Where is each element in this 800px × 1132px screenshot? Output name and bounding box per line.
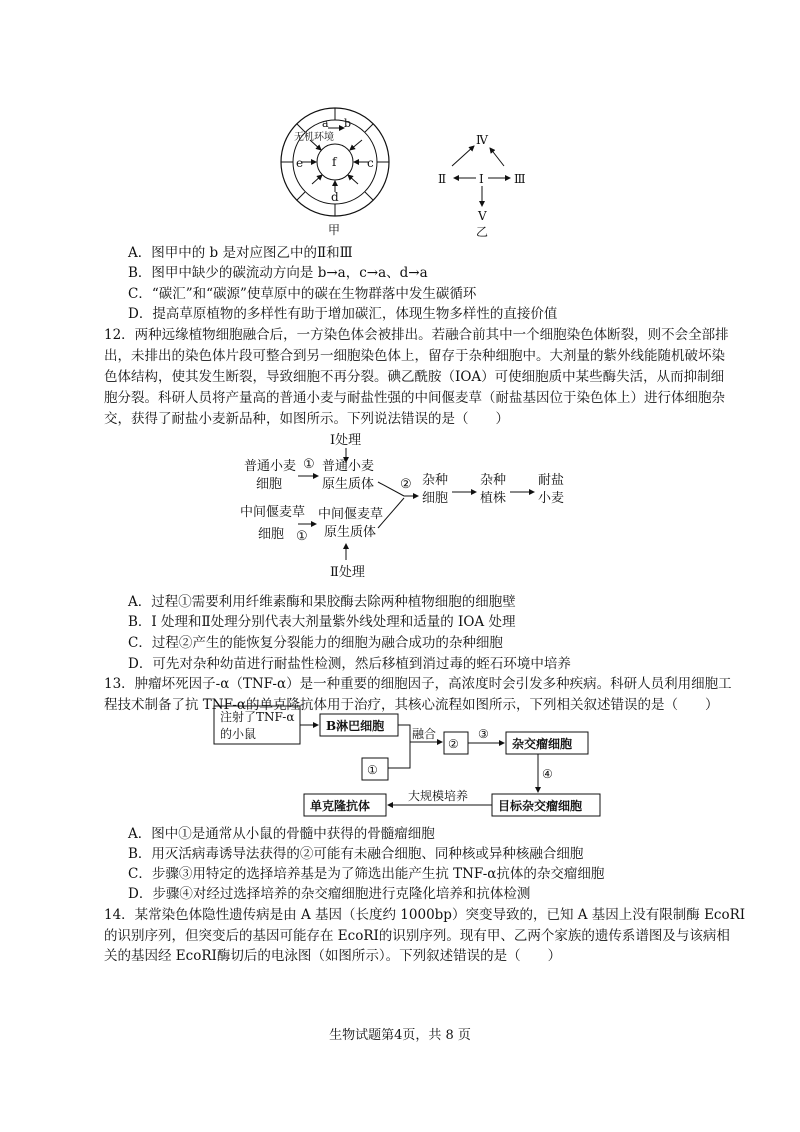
q13-stem-line-1: 13．肿瘤坏死因子-α（TNF-α）是一种重要的细胞因子，高浓度时会引发多种疾病。科研人员利用细胞工	[104, 676, 732, 692]
q12-hybrid-cell-1: 杂种	[422, 473, 449, 488]
q12-wheat-proto-2: 原生质体	[322, 477, 375, 492]
q12-hybrid-cell-2: 细胞	[422, 491, 449, 506]
q13-option-c: C．步骤③用特定的选择培养基是为了筛选出能产生抗 TNF-α抗体的杂交瘤细胞	[128, 866, 605, 882]
q14-stem-line-1: 14．某常染色体隐性遗传病是由 A 基因（长度约 1000bp）突变导致的，已知 A 基因上没有限制酶 EcoRI	[104, 907, 746, 923]
jia-ring-label: 无机环境	[294, 132, 334, 143]
jia-label-a: a	[322, 117, 329, 130]
q12-stem-line-4: 胞分裂。科研人员将产量高的普通小麦与耐盐性强的中间偃麦草（耐盐基因位于染色体上）进行体细胞杂	[104, 390, 725, 406]
q11-option-d: D．提高草原植物的多样性有助于增加碳汇，体现生物多样性的直接价值	[128, 306, 558, 322]
q11-option-b: B．图甲中缺少的碳流动方向是 b→a，c→a、d→a	[128, 265, 428, 281]
q13-fusion: 融合	[412, 727, 437, 741]
figure-yi	[430, 128, 540, 238]
q12-step-1-top: ①	[303, 457, 315, 472]
q12-wheat-cell-2: 细胞	[256, 477, 283, 492]
q12-treatment-2: Ⅱ处理	[330, 565, 365, 580]
q12-step-1-bottom: ①	[296, 529, 308, 544]
q12-option-c: C．过程②产生的能恢复分裂能力的细胞为融合成功的杂种细胞	[128, 635, 503, 651]
jia-caption: 甲	[328, 223, 341, 237]
q12-hybrid-plant-1: 杂种	[480, 473, 507, 488]
q14-stem-line-2: 的识别序列，但突变后的基因可能存在 EcoRI的识别序列。现有甲、乙两个家族的遗传系谱图及与该病相	[104, 928, 730, 944]
q13-option-b: B．用灭活病毒诱导法获得的②可能有未融合细胞、同种核或异种核融合细胞	[128, 846, 584, 862]
yi-caption: 乙	[476, 225, 489, 238]
q13-stem-line-2: 程技术制备了抗 TNF-α的单克隆抗体用于治疗，其核心流程如图所示，下列相关叙述错误的是（ ）	[104, 697, 719, 713]
q13-bcell: B淋巴细胞	[326, 719, 385, 733]
yi-node-1: Ⅰ	[479, 172, 484, 186]
yi-node-3: Ⅲ	[514, 172, 526, 186]
q12-grass-cell-2: 细胞	[258, 527, 285, 542]
q13-hybridoma: 杂交瘤细胞	[512, 737, 573, 751]
q12-treatment-1: Ⅰ处理	[330, 433, 362, 448]
q14-stem-line-3: 关的基因经 EcoRI酶切后的电泳图（如图所示）。下列叙述错误的是（ ）	[104, 948, 562, 964]
q13-option-d: D．步骤④对经过选择培养的杂交瘤细胞进行克隆化培养和抗体检测	[128, 886, 531, 902]
q12-salt-wheat-1: 耐盐	[538, 473, 565, 488]
yi-node-2: Ⅱ	[438, 172, 447, 186]
q13-flow-diagram	[212, 702, 612, 822]
q13-target-hybridoma: 目标杂交瘤细胞	[498, 799, 583, 813]
q12-hybrid-plant-2: 植株	[480, 491, 507, 506]
yi-node-5: Ⅴ	[478, 209, 487, 223]
q13-mouse-label-1: 注射了TNF-α	[220, 710, 295, 724]
q11-option-a: A．图甲中的 b 是对应图乙中的Ⅱ和Ⅲ	[128, 245, 353, 261]
jia-label-c: c	[367, 156, 374, 170]
q12-grass-proto-2: 原生质体	[324, 525, 377, 540]
page-footer: 生物试题第4页，共 8 页	[329, 1028, 471, 1043]
q12-option-b: B．I 处理和Ⅱ处理分别代表大剂量紫外线处理和适量的 IOA 处理	[128, 614, 516, 630]
q13-mouse-label-2: 的小鼠	[220, 727, 257, 741]
q13-step-3: ③	[478, 727, 489, 741]
jia-label-f: f	[332, 155, 337, 169]
q12-wheat-proto-1: 普通小麦	[322, 459, 375, 474]
jia-label-d: d	[331, 190, 339, 204]
q12-salt-wheat-2: 小麦	[538, 491, 565, 506]
q11-option-c: C．“碳汇”和“碳源”使草原中的碳在生物群落中发生碳循环	[128, 286, 477, 302]
q13-mab: 单克隆抗体	[310, 799, 371, 813]
q13-box-1: ①	[367, 763, 378, 777]
q12-grass-proto-1: 中间偃麦草	[318, 507, 384, 522]
q13-box-2: ②	[448, 737, 459, 751]
q13-step-4: ④	[542, 767, 553, 781]
q12-stem-line-5: 交，获得了耐盐小麦新品种，如图所示。下列说法错误的是（ ）	[104, 411, 509, 427]
q12-flow-diagram	[238, 430, 578, 590]
q13-large-culture: 大规模培养	[408, 789, 469, 803]
q12-wheat-cell-1: 普通小麦	[244, 459, 297, 474]
q12-stem-line-3: 色体结构，使其发生断裂，导致细胞不再分裂。碘乙酰胺（IOA）可使细胞质中某些酶失活，从而抑制细	[104, 369, 725, 385]
yi-node-4: Ⅳ	[476, 133, 488, 147]
jia-label-e: e	[296, 156, 304, 170]
q12-stem-line-1: 12．两种远缘植物细胞融合后，一方染色体会被排出。若融合前其中一个细胞染色体断裂，则不会全部排	[104, 327, 729, 343]
q12-step-2: ②	[400, 477, 412, 492]
figure-jia	[270, 100, 420, 240]
q13-option-a: A．图中①是通常从小鼠的骨髓中获得的骨髓瘤细胞	[128, 826, 435, 842]
q12-option-d: D．可先对杂种幼苗进行耐盐性检测，然后移植到消过毒的蛭石环境中培养	[128, 656, 571, 672]
q12-stem-line-2: 出，未排出的染色体片段可整合到另一细胞染色体上，留存于杂种细胞中。大剂量的紫外线能随机破坏染	[104, 348, 725, 364]
q12-option-a: A．过程①需要利用纤维素酶和果胶酶去除两种植物细胞的细胞壁	[128, 594, 516, 610]
q12-grass-cell-1: 中间偃麦草	[240, 505, 306, 520]
jia-label-b: b	[344, 117, 352, 130]
